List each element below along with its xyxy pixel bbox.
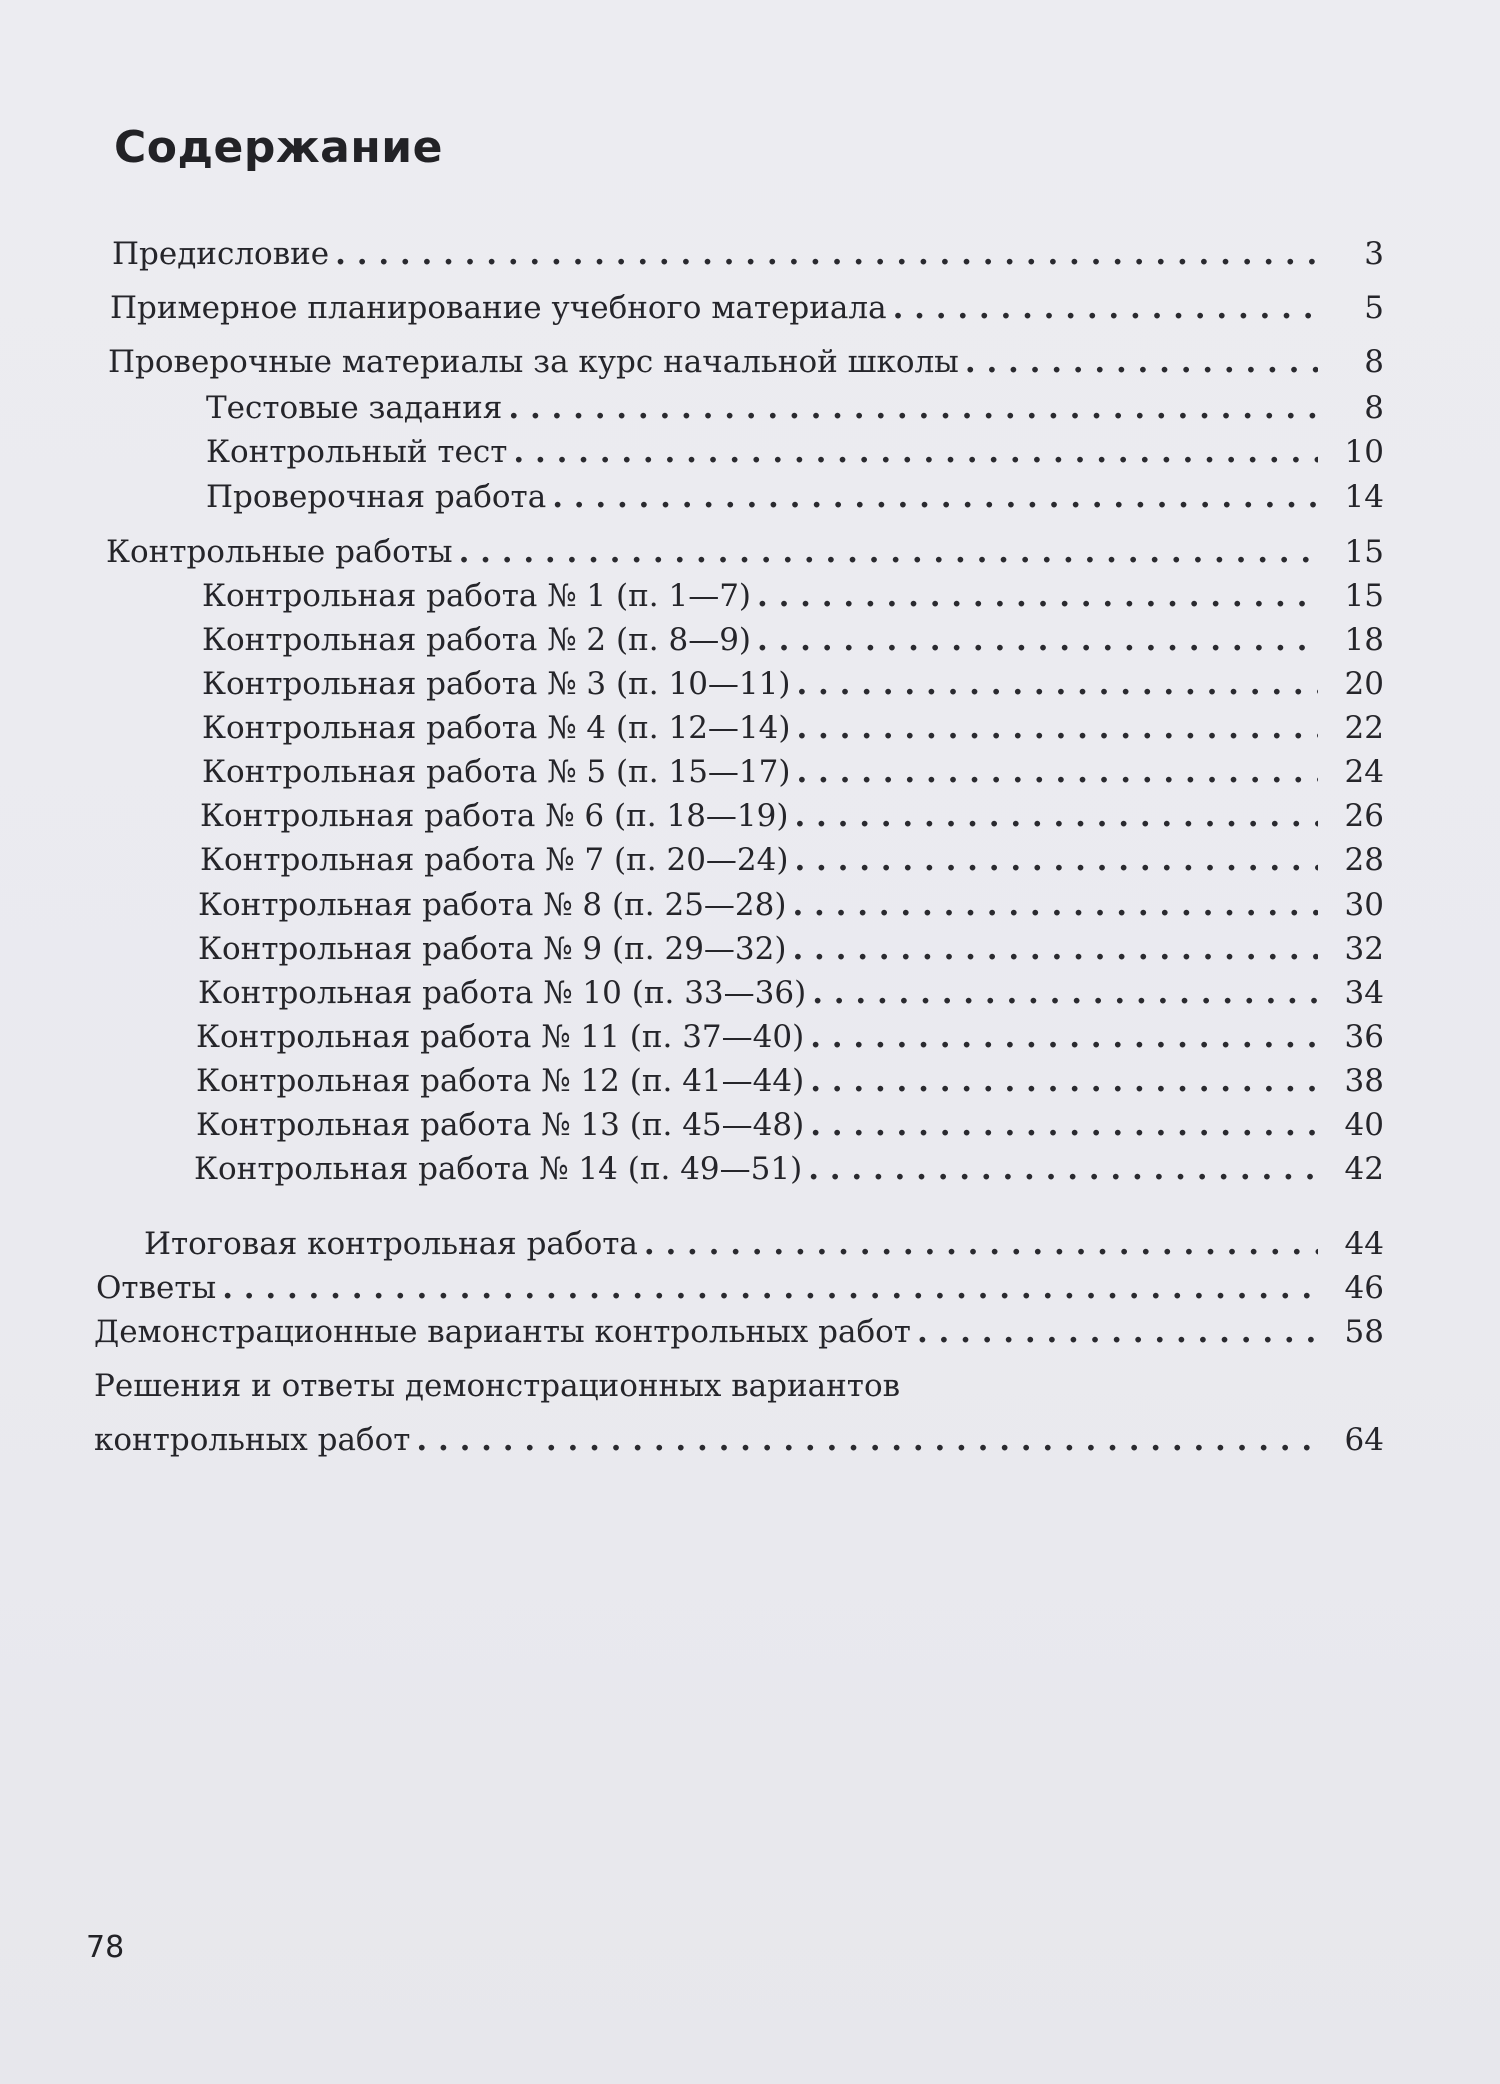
toc-entry[interactable] xyxy=(110,286,1384,326)
toc-leader-dots xyxy=(810,1019,1318,1055)
toc-leader-dots xyxy=(552,479,1318,515)
toc-entry-page: 18 xyxy=(1344,622,1384,658)
toc-entry-label: Примерное планирование учебного материала xyxy=(110,290,887,326)
toc-entry-page: 8 xyxy=(1364,390,1384,426)
toc-entry-label: контрольных работ xyxy=(94,1422,411,1458)
toc-entry-page: 42 xyxy=(1344,1151,1384,1187)
toc-entry-label: Контрольные работы xyxy=(106,534,453,570)
toc-entry-label: Контрольная работа № 10 (п. 33—36) xyxy=(198,975,807,1011)
toc-entry[interactable] xyxy=(196,1059,1384,1099)
toc-entry-page: 10 xyxy=(1344,434,1384,470)
toc-leader-dots xyxy=(893,290,1318,326)
toc-entry[interactable] xyxy=(196,1103,1384,1143)
toc-leader-dots xyxy=(810,1107,1318,1143)
toc-entry-first-line: Решения и ответы демонстрационных вариантов xyxy=(94,1368,901,1404)
toc-entry[interactable] xyxy=(202,574,1384,614)
toc-leader-dots xyxy=(917,1314,1318,1350)
toc-entry-label: Контрольная работа № 9 (п. 29—32) xyxy=(198,931,787,967)
toc-leader-dots xyxy=(459,534,1318,570)
page-number: 78 xyxy=(86,1930,125,1965)
toc-leader-dots xyxy=(808,1151,1318,1187)
toc-entry-page: 24 xyxy=(1344,754,1384,790)
toc-entry-page: 64 xyxy=(1344,1422,1384,1458)
toc-entry-label: Контрольная работа № 8 (п. 25—28) xyxy=(198,887,787,923)
toc-entry[interactable] xyxy=(194,1147,1384,1187)
toc-entry-label: Контрольная работа № 1 (п. 1—7) xyxy=(202,578,752,614)
toc-entry-page: 44 xyxy=(1344,1226,1384,1262)
toc-leader-dots xyxy=(757,578,1318,614)
toc-entry-page: 8 xyxy=(1364,344,1384,380)
toc-entry-label: Контрольная работа № 3 (п. 10—11) xyxy=(202,666,791,702)
toc-entry-label: Тестовые задания xyxy=(206,390,503,426)
toc-leader-dots xyxy=(508,390,1318,426)
toc-leader-dots xyxy=(796,666,1318,702)
toc-entry[interactable] xyxy=(202,618,1384,658)
toc-entry[interactable] xyxy=(202,662,1384,702)
toc-entry-label: Контрольный тест xyxy=(206,434,508,470)
toc-leader-dots xyxy=(796,710,1318,746)
toc-leader-dots xyxy=(513,434,1318,470)
toc-entry-page: 46 xyxy=(1344,1270,1384,1306)
toc-leader-dots xyxy=(812,975,1318,1011)
toc-entry-page: 28 xyxy=(1344,842,1384,878)
toc-entry[interactable] xyxy=(94,1418,1384,1458)
toc-entry[interactable] xyxy=(144,1222,1384,1262)
toc-entry-label: Контрольная работа № 11 (п. 37—40) xyxy=(196,1019,805,1055)
toc-entry-label: Контрольная работа № 13 (п. 45—48) xyxy=(196,1107,805,1143)
toc-leader-dots xyxy=(416,1422,1318,1458)
toc-entry-page: 5 xyxy=(1364,290,1384,326)
toc-entry-label: Контрольная работа № 5 (п. 15—17) xyxy=(202,754,791,790)
toc-entry-label: Контрольная работа № 12 (п. 41—44) xyxy=(196,1063,805,1099)
toc-entry[interactable] xyxy=(106,530,1384,570)
toc-leader-dots xyxy=(794,798,1318,834)
toc-leader-dots xyxy=(222,1270,1318,1306)
toc-entry[interactable] xyxy=(200,838,1384,878)
toc-entry[interactable] xyxy=(198,883,1384,923)
toc-entry-page: 58 xyxy=(1344,1314,1384,1350)
toc-entry-page: 20 xyxy=(1344,666,1384,702)
toc-entry-page: 32 xyxy=(1344,931,1384,967)
toc-entry[interactable] xyxy=(200,794,1384,834)
toc-leader-dots xyxy=(792,887,1318,923)
toc-entry-label: Проверочные материалы за курс начальной школы xyxy=(108,344,959,380)
toc-entry-label: Проверочная работа xyxy=(206,479,547,515)
toc-entry-label: Предисловие xyxy=(112,236,330,272)
toc-entry[interactable] xyxy=(196,1015,1384,1055)
toc-entry[interactable] xyxy=(198,971,1384,1011)
toc-entry-page: 15 xyxy=(1344,534,1384,570)
toc-entry-label: Контрольная работа № 2 (п. 8—9) xyxy=(202,622,752,658)
toc-entry-label: Контрольная работа № 14 (п. 49—51) xyxy=(194,1151,803,1187)
toc-entry-page: 40 xyxy=(1344,1107,1384,1143)
toc-entry[interactable] xyxy=(96,1266,1384,1306)
toc-leader-dots xyxy=(792,931,1318,967)
toc-entry-page: 15 xyxy=(1344,578,1384,614)
toc-entry-page: 30 xyxy=(1344,887,1384,923)
toc-leader-dots xyxy=(794,842,1318,878)
toc-entry[interactable] xyxy=(206,430,1384,470)
toc-entry[interactable] xyxy=(206,475,1384,515)
toc-entry-page: 14 xyxy=(1344,479,1384,515)
toc-entry-page: 3 xyxy=(1364,236,1384,272)
toc-entry-label: Ответы xyxy=(96,1270,217,1306)
page-title: Содержание xyxy=(114,122,443,173)
toc-entry-label: Итоговая контрольная работа xyxy=(144,1226,638,1262)
toc-entry[interactable] xyxy=(94,1310,1384,1350)
toc-leader-dots xyxy=(796,754,1318,790)
toc-entry-label: Контрольная работа № 7 (п. 20—24) xyxy=(200,842,789,878)
toc-leader-dots xyxy=(335,236,1318,272)
toc-entry[interactable] xyxy=(202,750,1384,790)
toc-entry-page: 26 xyxy=(1344,798,1384,834)
toc-entry-label: Контрольная работа № 4 (п. 12—14) xyxy=(202,710,791,746)
toc-entry-page: 36 xyxy=(1344,1019,1384,1055)
toc-leader-dots xyxy=(644,1226,1318,1262)
toc-entry-page: 22 xyxy=(1344,710,1384,746)
toc-entry[interactable] xyxy=(198,927,1384,967)
toc-entry[interactable] xyxy=(112,232,1384,272)
toc-entry-page: 38 xyxy=(1344,1063,1384,1099)
toc-entry-label: Демонстрационные варианты контрольных работ xyxy=(94,1314,911,1350)
toc-leader-dots xyxy=(965,344,1318,380)
toc-leader-dots xyxy=(757,622,1318,658)
toc-entry-label: Контрольная работа № 6 (п. 18—19) xyxy=(200,798,789,834)
toc-entry[interactable] xyxy=(202,706,1384,746)
toc-entry-page: 34 xyxy=(1344,975,1384,1011)
toc-leader-dots xyxy=(810,1063,1318,1099)
toc-entry[interactable] xyxy=(108,340,1384,380)
toc-entry[interactable] xyxy=(206,386,1384,426)
